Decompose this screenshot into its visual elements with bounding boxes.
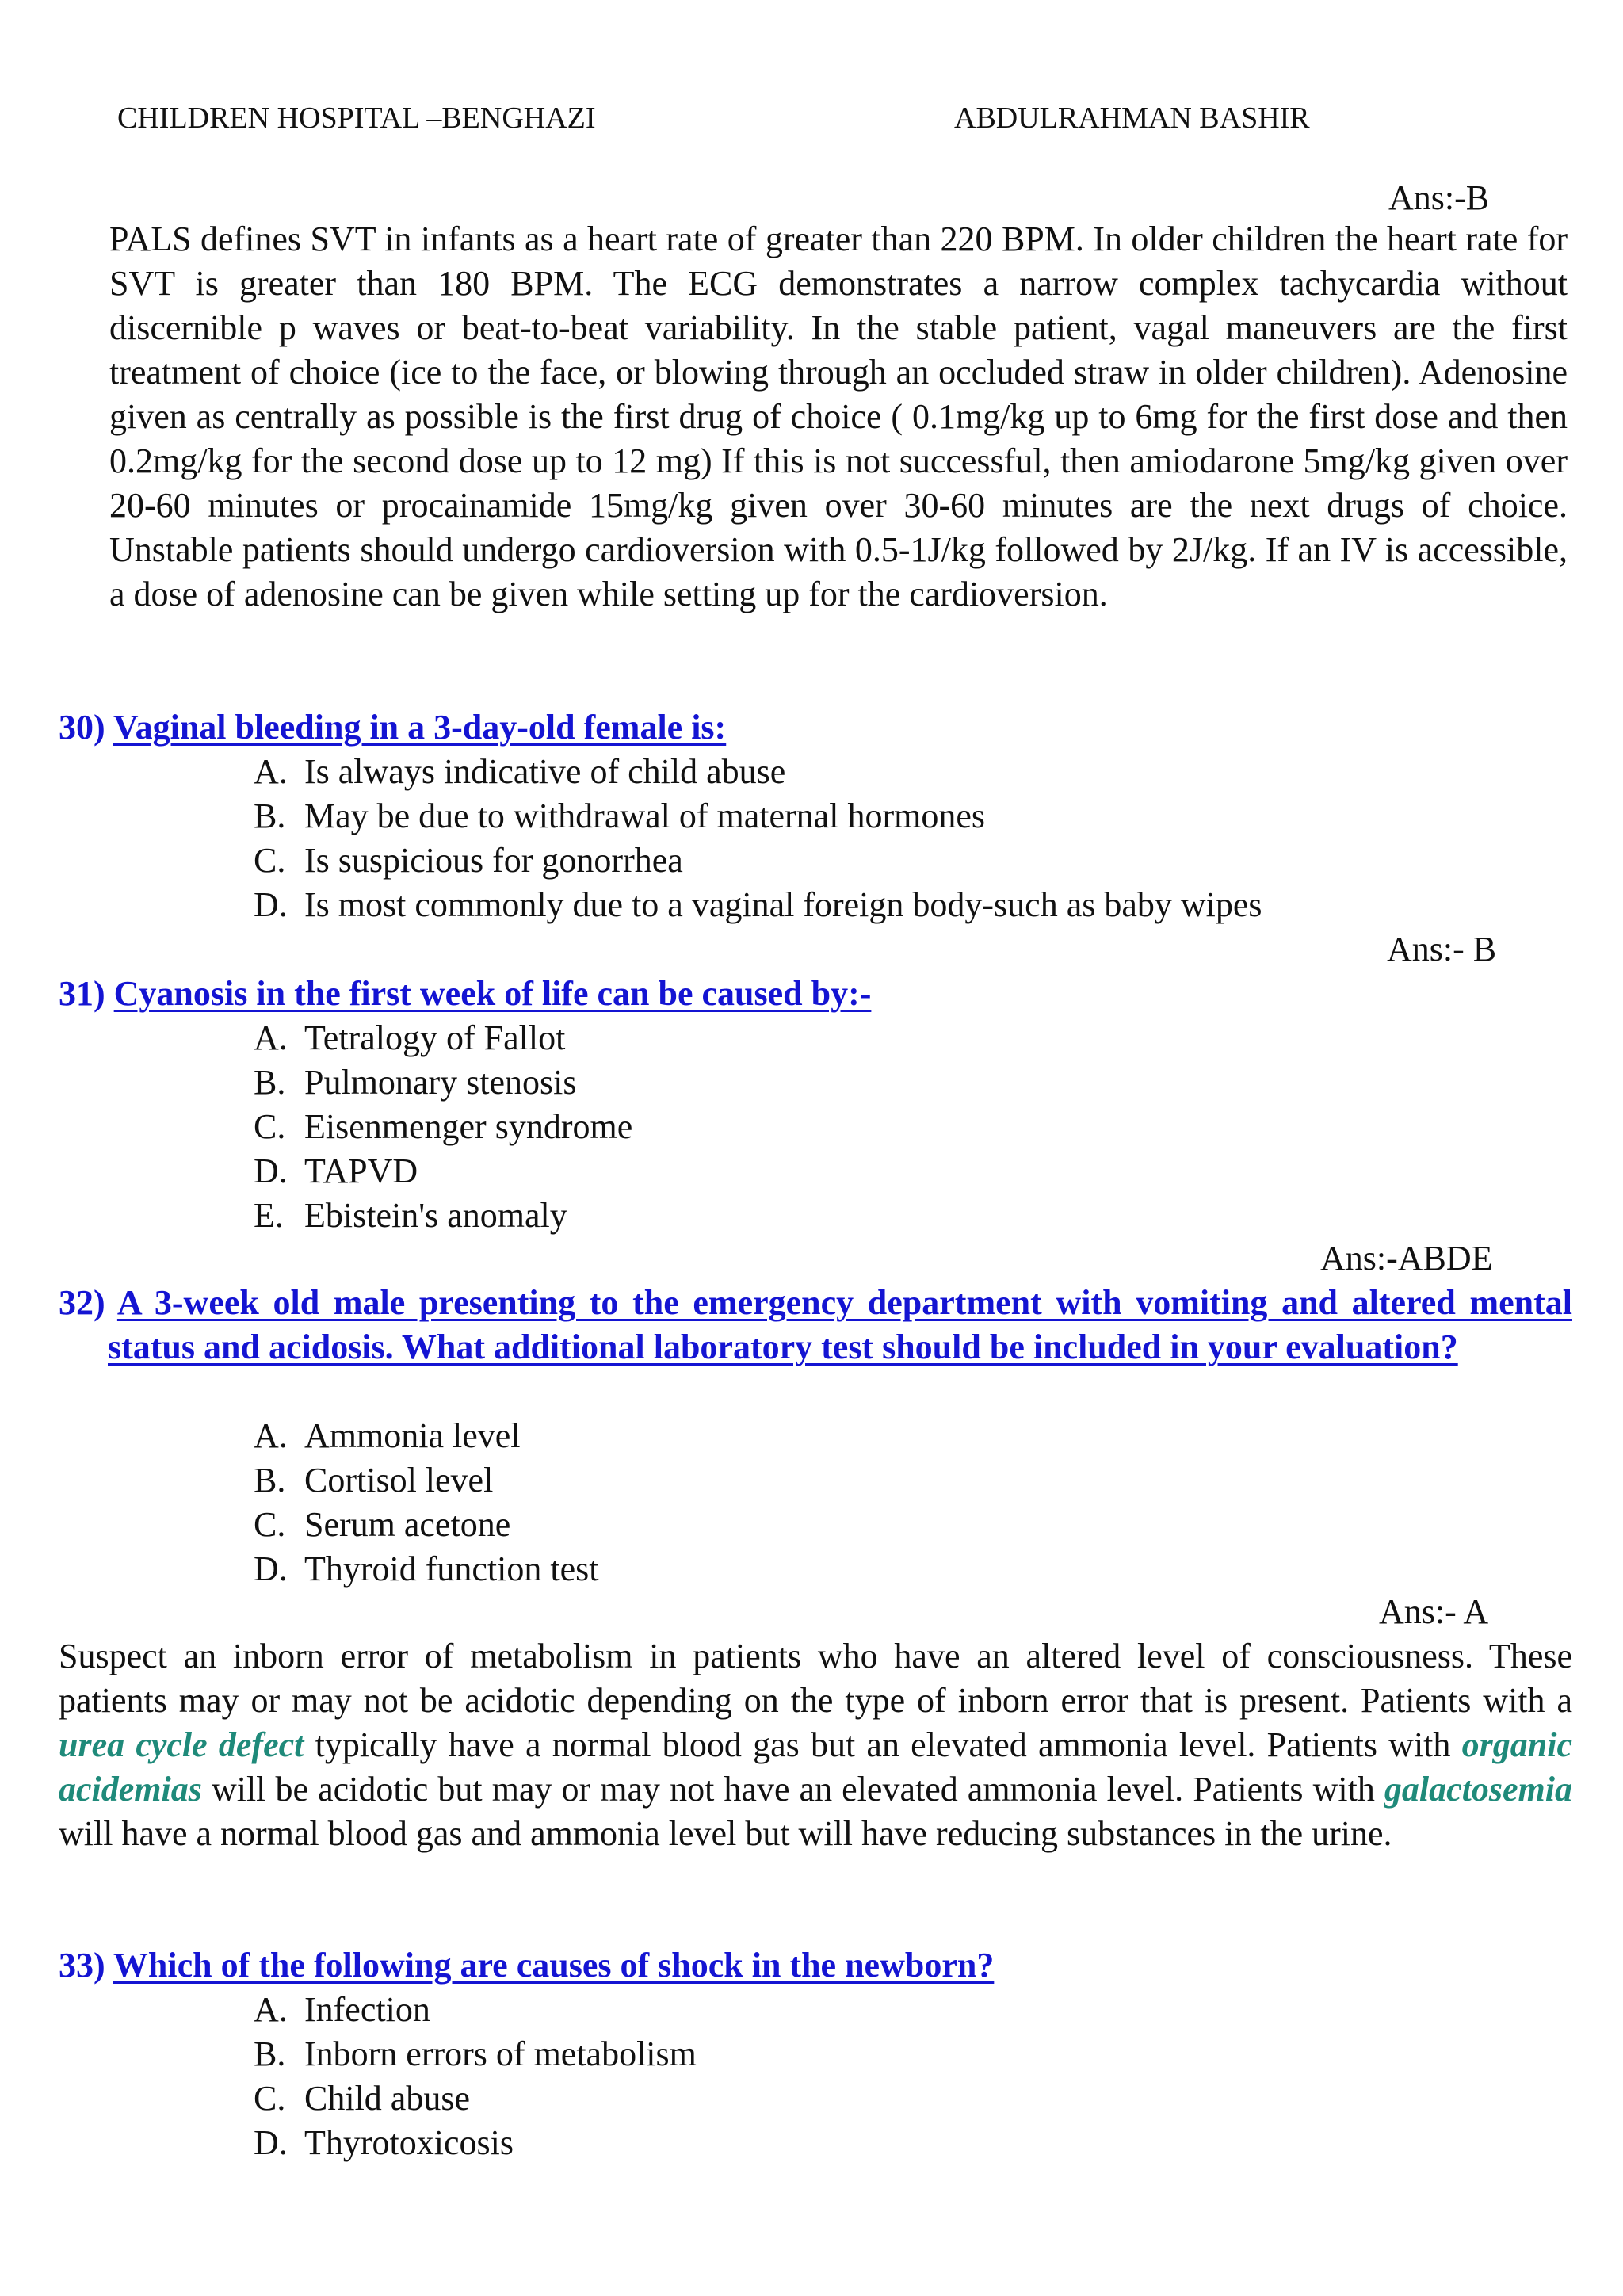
option-a: [254, 1016, 632, 1060]
header-author: ABDULRAHMAN BASHIR: [954, 101, 1310, 135]
option-letter: D.: [254, 2123, 288, 2162]
option-a: [254, 750, 1262, 794]
question-30-answer: Ans:- B: [1387, 930, 1497, 968]
question-32-answer: Ans:- A: [1379, 1592, 1489, 1631]
question-33-options: [254, 1988, 697, 2165]
question-33-title: [59, 1943, 1572, 1988]
option-letter: B.: [254, 2034, 286, 2073]
question-32-explanation: [59, 1634, 1572, 1856]
option-text: Infection: [304, 1990, 430, 2029]
option-text: Tetralogy of Fallot: [304, 1018, 566, 1057]
option-b: [254, 1060, 632, 1105]
option-text: Ebistein's anomaly: [304, 1196, 567, 1235]
option-letter: B.: [254, 1063, 286, 1102]
question-text: A 3-week old male presenting to the emergency department with vomiting and altered mental status and acidosis. What additional laboratory test should be included in your evaluation?: [108, 1283, 1572, 1366]
question-number: 33): [59, 1946, 105, 1985]
question-32-title: [59, 1281, 1572, 1370]
option-c: [254, 2076, 697, 2121]
question-31-title: [59, 972, 1572, 1016]
option-c: [254, 839, 1262, 883]
option-d: [254, 1149, 632, 1194]
option-c: [254, 1105, 632, 1149]
option-text: TAPVD: [304, 1152, 418, 1190]
header-hospital: CHILDREN HOSPITAL –BENGHAZI: [117, 101, 596, 135]
highlight-term: galactosemia: [1384, 1770, 1572, 1809]
option-letter: A.: [254, 1990, 288, 2029]
option-letter: D.: [254, 1549, 288, 1588]
option-c: [254, 1503, 599, 1547]
highlight-term: urea cycle defect: [59, 1725, 304, 1764]
option-letter: C.: [254, 1107, 286, 1146]
option-text: Is most commonly due to a vaginal foreign body-such as baby wipes: [304, 885, 1262, 924]
option-text: Serum acetone: [304, 1505, 511, 1544]
option-letter: D.: [254, 885, 288, 924]
question-32-options: [254, 1414, 599, 1591]
explanation-text: typically have a normal blood gas but an elevated ammonia level. Patients with: [304, 1725, 1462, 1764]
option-letter: B.: [254, 797, 286, 835]
question-text: Vaginal bleeding in a 3-day-old female is:: [113, 708, 727, 747]
explanation-text: Suspect an inborn error of metabolism in patients who have an altered level of consciousness. These patients may or may not be acidotic depending on the type of inborn error that is present. Patients with a: [59, 1637, 1572, 1720]
option-text: Cortisol level: [304, 1461, 494, 1499]
option-letter: A.: [254, 1416, 288, 1455]
question-31-options: [254, 1016, 632, 1238]
option-a: [254, 1988, 697, 2032]
question-number: 31): [59, 974, 105, 1013]
option-letter: C.: [254, 2079, 286, 2118]
previous-answer: Ans:-B: [1388, 178, 1490, 217]
question-31-answer: Ans:-ABDE: [1320, 1239, 1493, 1278]
option-text: Thyroid function test: [304, 1549, 599, 1588]
option-text: Is always indicative of child abuse: [304, 752, 786, 791]
option-d: [254, 883, 1262, 927]
option-letter: C.: [254, 1505, 286, 1544]
question-text: Cyanosis in the first week of life can be caused by:-: [113, 974, 872, 1013]
option-letter: B.: [254, 1461, 286, 1499]
option-e: [254, 1194, 632, 1238]
question-30-title: [59, 705, 1572, 750]
option-letter: A.: [254, 1018, 288, 1057]
question-30-options: [254, 750, 1262, 927]
option-text: May be due to withdrawal of maternal hormones: [304, 797, 985, 835]
option-text: Child abuse: [304, 2079, 470, 2118]
option-letter: C.: [254, 841, 286, 880]
option-text: Pulmonary stenosis: [304, 1063, 577, 1102]
option-b: [254, 1458, 599, 1503]
option-b: [254, 2032, 697, 2076]
explanation-text: will have a normal blood gas and ammonia level but will have reducing substances in the urine.: [59, 1814, 1392, 1853]
option-letter: A.: [254, 752, 288, 791]
highlight-term: organic acidemias: [59, 1725, 1572, 1809]
question-number: 30): [59, 708, 105, 747]
option-a: [254, 1414, 599, 1458]
option-text: Is suspicious for gonorrhea: [304, 841, 683, 880]
option-text: Inborn errors of metabolism: [304, 2034, 697, 2073]
question-number: 32): [59, 1283, 105, 1322]
option-text: Eisenmenger syndrome: [304, 1107, 633, 1146]
svt-explanation: PALS defines SVT in infants as a heart rate of greater than 220 BPM. In older children the heart rate for SVT is greater than 180 BPM. The ECG demonstrates a narrow complex tachycardia without discernible p waves or beat-to-beat variability. In the stable patient, vagal maneuvers are the first treatment of choice (ice to the face, or blowing through an occluded straw in older children). Adenosine given as centrally as possible is the first drug of choice ( 0.1mg/kg up to 6mg for the first dose and then 0.2mg/kg for the second dose up to 12 mg) If this is not successful, then amiodarone 5mg/kg given over 20-60 minutes or procainamide 15mg/kg given over 30-60 minutes are the next drugs of choice. Unstable patients should undergo cardioversion with 0.5-1J/kg followed by 2J/kg. If an IV is accessible, a dose of adenosine can be given while setting up for the cardioversion.: [109, 220, 1568, 613]
option-text: Ammonia level: [304, 1416, 521, 1455]
option-d: [254, 2121, 697, 2165]
option-d: [254, 1547, 599, 1591]
question-text: Which of the following are causes of shock in the newborn?: [113, 1946, 995, 1985]
explanation-text: will be acidotic but may or may not have an elevated ammonia level. Patients with: [201, 1770, 1384, 1809]
option-text: Thyrotoxicosis: [304, 2123, 514, 2162]
option-letter: D.: [254, 1152, 288, 1190]
option-b: [254, 794, 1262, 839]
option-letter: E.: [254, 1196, 284, 1235]
